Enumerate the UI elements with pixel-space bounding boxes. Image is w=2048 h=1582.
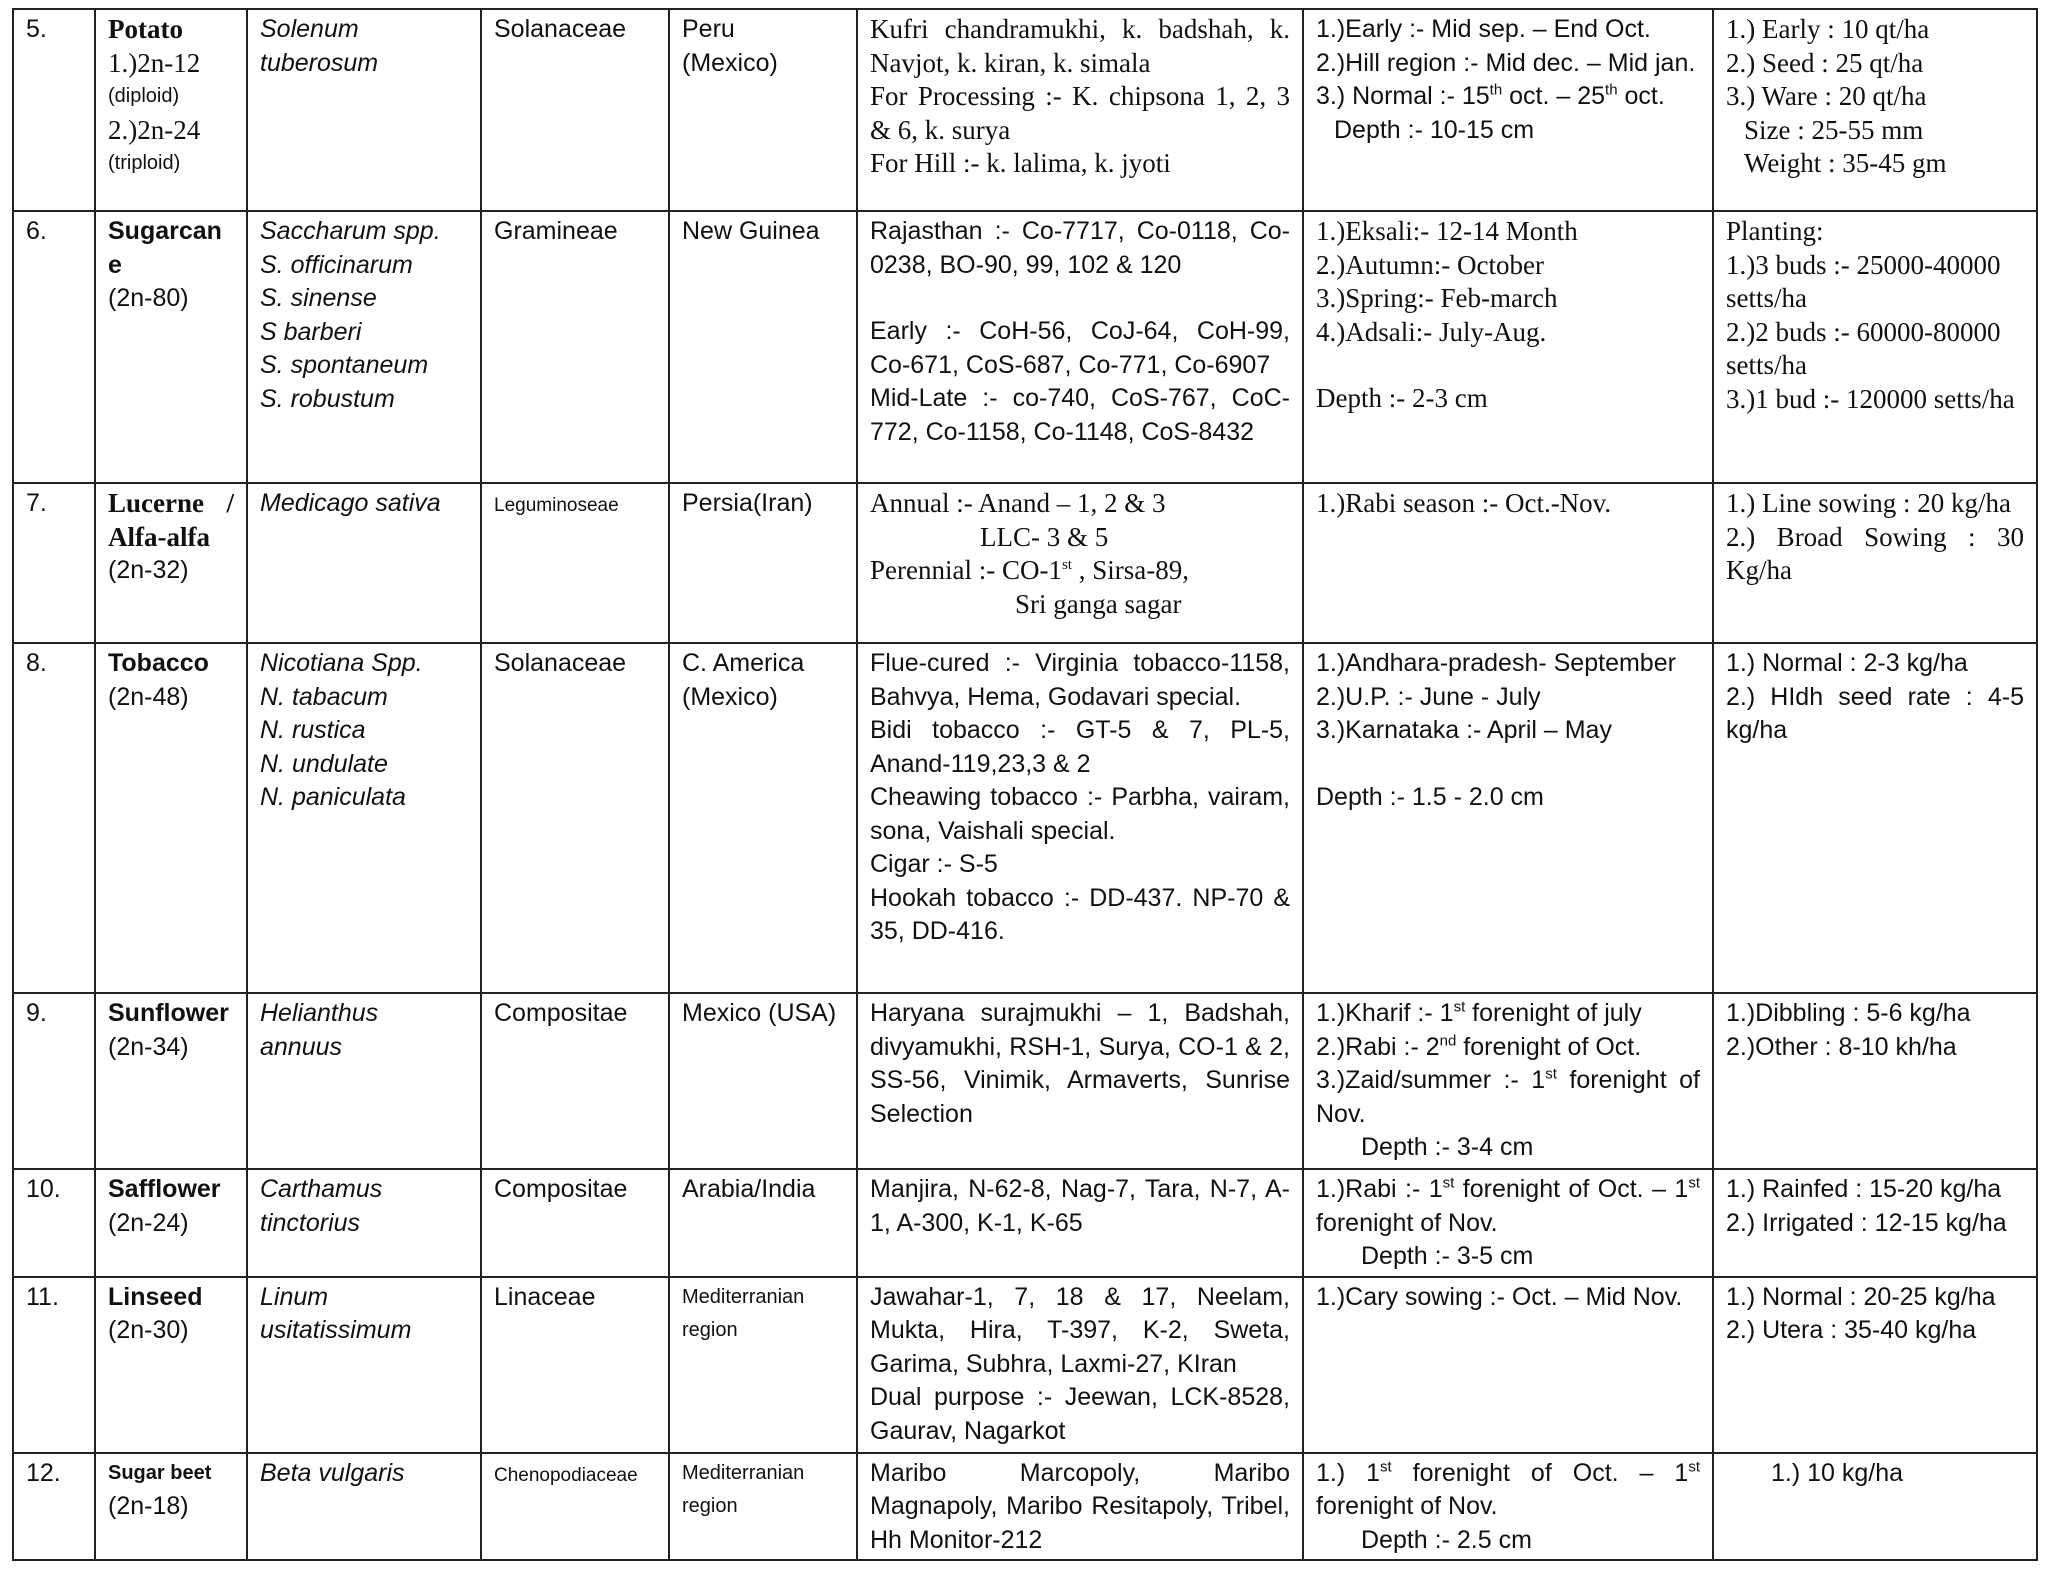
sowing-cell bbox=[1303, 9, 1713, 211]
ordinal-suffix: st bbox=[1688, 1174, 1700, 1192]
variety-text: Flue-cured :- Virginia tobacco-1158, Bahvya, Hema, Godavari special. bbox=[870, 649, 1290, 711]
family-name: Compositae bbox=[494, 1175, 628, 1203]
seed-rate-text: 1.) Rainfed : 15-20 kg/ha bbox=[1726, 1175, 2002, 1203]
variety-text: LLC- 3 & 5 bbox=[980, 521, 1109, 552]
row-number-text: 9. bbox=[26, 999, 47, 1027]
origin-text: New Guinea bbox=[682, 217, 820, 245]
family-name: Chenopodiaceae bbox=[494, 1464, 638, 1486]
seed-rate-cell bbox=[1713, 1277, 2037, 1453]
variety-part: Perennial :- CO-1 bbox=[870, 555, 1062, 585]
variety-text: Sri ganga sagar bbox=[1015, 588, 1182, 619]
spacer bbox=[1316, 349, 1700, 382]
ordinal-suffix: st bbox=[1061, 557, 1072, 573]
depth-text: Depth :- 2-3 cm bbox=[1316, 383, 1488, 413]
sowing-text: 4.)Adsali:- July-Aug. bbox=[1316, 316, 1547, 347]
scientific-name: Solenum bbox=[260, 15, 359, 43]
variety-text: For Hill :- k. lalima, k. jyoti bbox=[870, 148, 1171, 178]
row-number-text: 12. bbox=[26, 1458, 61, 1487]
sowing-part: forenight of Oct. – 1 bbox=[1391, 1458, 1689, 1487]
crop-name: Safflower bbox=[108, 1175, 221, 1203]
variety-text: Cigar :- S-5 bbox=[870, 850, 998, 878]
seed-rate-cell bbox=[1713, 1453, 2037, 1561]
varieties-cell bbox=[857, 211, 1303, 483]
scientific-name: S barberi bbox=[260, 317, 362, 346]
origin-text: Arabia/India bbox=[682, 1175, 816, 1203]
sowing-part: 1.) 1 bbox=[1316, 1458, 1381, 1487]
spacer bbox=[1316, 748, 1700, 781]
seed-rate-text: 2.) Irrigated : 12-15 kg/ha bbox=[1726, 1208, 2007, 1237]
sowing-part: forenight of Nov. bbox=[1316, 1492, 1498, 1520]
chromosome-number: 1.)2n-12 bbox=[108, 47, 201, 78]
seed-rate-cell bbox=[1713, 483, 2037, 643]
family-cell bbox=[481, 1277, 669, 1453]
sowing-text: 2.)U.P. :- June - July bbox=[1316, 682, 1541, 711]
chromosome-number: (2n-24) bbox=[108, 1208, 189, 1237]
ploidy-label: (triploid) bbox=[108, 152, 181, 174]
origin-text: region bbox=[682, 1319, 738, 1341]
sowing-text: 1.)Andhara-pradesh- September bbox=[1316, 649, 1676, 677]
seed-rate-text: 1.) Line sowing : 20 kg/ha bbox=[1726, 488, 2011, 518]
seed-rate-text: Weight : 35-45 gm bbox=[1744, 148, 1947, 178]
family-name: Linaceae bbox=[494, 1282, 596, 1311]
scientific-name: annuus bbox=[260, 1032, 343, 1061]
chromosome-number: (2n-80) bbox=[108, 284, 189, 312]
varieties-cell bbox=[857, 993, 1303, 1169]
crop-cell bbox=[95, 1277, 247, 1453]
sowing-text: 2.)Autumn:- October bbox=[1316, 249, 1544, 280]
family-name: Leguminoseae bbox=[494, 495, 619, 516]
variety-text bbox=[870, 554, 1290, 588]
seed-rate-text: 2.) Seed : 25 qt/ha bbox=[1726, 47, 1924, 78]
scientific-name: S. officinarum bbox=[260, 250, 413, 279]
origin-text: Peru bbox=[682, 15, 735, 43]
chromosome-number: (2n-32) bbox=[108, 556, 189, 584]
sowing-part: oct. – 25 bbox=[1502, 82, 1606, 110]
variety-text: Cheawing tobacco :- Parbha, vairam, sona, Vaishali special. bbox=[870, 783, 1290, 845]
crop-cell bbox=[95, 9, 247, 211]
spacer bbox=[870, 282, 1290, 315]
crop-name: Sugar beet bbox=[108, 1461, 212, 1484]
seed-rate-text: Planting: bbox=[1726, 216, 1824, 246]
row-number bbox=[13, 483, 95, 643]
seed-rate-text: 2.)2 buds :- 60000-80000 setts/ha bbox=[1726, 316, 2001, 380]
crop-name: Tobacco bbox=[108, 649, 209, 677]
sowing-part: oct. bbox=[1617, 82, 1665, 110]
ordinal-suffix: st bbox=[1545, 1065, 1557, 1083]
table-row bbox=[13, 9, 2037, 211]
table-row bbox=[13, 1169, 2037, 1277]
scientific-name-cell bbox=[247, 993, 481, 1169]
depth-text: Depth :- 1.5 - 2.0 cm bbox=[1316, 782, 1544, 811]
origin-text: Mediterranian bbox=[682, 1285, 805, 1308]
table-row bbox=[13, 483, 2037, 643]
row-number bbox=[13, 643, 95, 993]
crop-cell bbox=[95, 643, 247, 993]
ordinal-suffix: th bbox=[1489, 81, 1503, 99]
row-number-text: 11. bbox=[26, 1282, 59, 1311]
family-name: Solanaceae bbox=[494, 15, 627, 43]
row-number bbox=[13, 1453, 95, 1561]
row-number-text: 6. bbox=[26, 217, 47, 245]
sowing-part: forenight of Nov. bbox=[1316, 1208, 1498, 1237]
origin-text: C. America bbox=[682, 649, 805, 677]
row-number bbox=[13, 1169, 95, 1277]
varieties-cell bbox=[857, 9, 1303, 211]
seed-rate-text: 2.) Broad Sowing : 30 Kg/ha bbox=[1726, 521, 2024, 585]
origin-text: region bbox=[682, 1495, 738, 1517]
scientific-name: tuberosum bbox=[260, 48, 379, 77]
crop-table bbox=[12, 8, 2038, 1561]
sowing-cell bbox=[1303, 643, 1713, 993]
variety-text: Bidi tobacco :- GT-5 & 7, PL-5, Anand-119,23,3 & 2 bbox=[870, 716, 1290, 778]
origin-cell bbox=[669, 1169, 857, 1277]
scientific-name-cell bbox=[247, 483, 481, 643]
variety-text: Rajasthan :- Co-7717, Co-0118, Co-0238, BO-90, 99, 102 & 120 bbox=[870, 217, 1290, 279]
seed-rate-text: 3.)1 bud :- 120000 setts/ha bbox=[1726, 383, 2015, 414]
chromosome-number: (2n-30) bbox=[108, 1316, 189, 1344]
row-number-text: 8. bbox=[26, 649, 47, 677]
origin-cell bbox=[669, 9, 857, 211]
origin-text: Persia(Iran) bbox=[682, 489, 813, 517]
scientific-name: usitatissimum bbox=[260, 1316, 412, 1344]
varieties-cell bbox=[857, 643, 1303, 993]
row-number-text: 10. bbox=[26, 1175, 61, 1203]
chromosome-number: (2n-18) bbox=[108, 1492, 189, 1520]
sowing-part: forenight of Oct. – 1 bbox=[1454, 1175, 1689, 1203]
scientific-name: S. spontaneum bbox=[260, 351, 429, 379]
seed-rate-text: 1.)Dibbling : 5-6 kg/ha bbox=[1726, 999, 1971, 1027]
variety-text: Haryana surajmukhi – 1, Badshah, divyamukhi, RSH-1, Surya, CO-1 & 2, SS-56, Vinimik, Armaverts, Sunrise Selection bbox=[870, 999, 1290, 1128]
scientific-name: Linum bbox=[260, 1282, 329, 1311]
sowing-part: 2.)Rabi :- 2 bbox=[1316, 1032, 1440, 1061]
origin-text: Mexico (USA) bbox=[682, 999, 837, 1027]
varieties-cell bbox=[857, 1277, 1303, 1453]
seed-rate-text: 2.) Utera : 35-40 kg/ha bbox=[1726, 1316, 1977, 1344]
family-cell bbox=[481, 9, 669, 211]
ordinal-suffix: th bbox=[1605, 81, 1618, 99]
row-number bbox=[13, 1277, 95, 1453]
origin-cell bbox=[669, 993, 857, 1169]
crop-name: Lucerne / Alfa-alfa bbox=[108, 488, 234, 552]
variety-text: Dual purpose :- Jeewan, LCK-8528, Gaurav, Nagarkot bbox=[870, 1383, 1290, 1445]
family-cell bbox=[481, 483, 669, 643]
crop-cell bbox=[95, 211, 247, 483]
seed-rate-cell bbox=[1713, 9, 2037, 211]
crop-cell bbox=[95, 993, 247, 1169]
row-number bbox=[13, 211, 95, 483]
sowing-cell bbox=[1303, 1453, 1713, 1561]
ordinal-suffix: st bbox=[1688, 1458, 1700, 1476]
table-row bbox=[13, 1453, 2037, 1561]
seed-rate-cell bbox=[1713, 993, 2037, 1169]
row-number bbox=[13, 993, 95, 1169]
sowing-cell bbox=[1303, 1169, 1713, 1277]
seed-rate-text: 1.) 10 kg/ha bbox=[1771, 1458, 1904, 1487]
sowing-text bbox=[1316, 1064, 1700, 1131]
crop-cell bbox=[95, 1169, 247, 1277]
scientific-name: S. robustum bbox=[260, 384, 395, 413]
variety-text: Jawahar-1, 7, 18 & 17, Neelam, Mukta, Hira, T-397, K-2, Sweta, Garima, Subhra, Laxmi-27, KIran bbox=[870, 1282, 1290, 1378]
depth-text: Depth :- 3-4 cm bbox=[1361, 1133, 1534, 1161]
sowing-part: forenight of Nov. bbox=[1316, 1066, 1700, 1128]
variety-text: Kufri chandramukhi, k. badshah, k. Navjot, k. kiran, k. simala bbox=[870, 14, 1290, 78]
sowing-part: forenight of july bbox=[1465, 999, 1642, 1027]
seed-rate-text: 1.) Normal : 20-25 kg/ha bbox=[1726, 1282, 1996, 1311]
ordinal-suffix: st bbox=[1380, 1458, 1392, 1476]
sowing-text bbox=[1316, 1173, 1700, 1240]
crop-cell bbox=[95, 483, 247, 643]
seed-rate-cell bbox=[1713, 643, 2037, 993]
sowing-cell bbox=[1303, 1277, 1713, 1453]
row-number bbox=[13, 9, 95, 211]
crop-cell bbox=[95, 1453, 247, 1561]
family-name: Solanaceae bbox=[494, 649, 627, 677]
sowing-cell bbox=[1303, 211, 1713, 483]
seed-rate-text: Size : 25-55 mm bbox=[1744, 114, 1924, 145]
sowing-part: forenight of Oct. bbox=[1456, 1032, 1642, 1061]
chromosome-number: (2n-34) bbox=[108, 1032, 189, 1061]
family-cell bbox=[481, 643, 669, 993]
sowing-text bbox=[1316, 1031, 1700, 1065]
family-cell bbox=[481, 1453, 669, 1561]
varieties-cell bbox=[857, 1169, 1303, 1277]
scientific-name-cell bbox=[247, 1277, 481, 1453]
variety-text: For Processing :- K. chipsona 1, 2, 3 & 6, k. surya bbox=[870, 81, 1290, 145]
variety-text: Maribo Marcopoly, Maribo Magnapoly, Maribo Resitapoly, Tribel, Hh Monitor-212 bbox=[870, 1458, 1290, 1554]
scientific-name: Helianthus bbox=[260, 999, 379, 1027]
scientific-name: Saccharum spp. bbox=[260, 217, 441, 245]
crop-name: Potato bbox=[108, 14, 183, 44]
varieties-cell bbox=[857, 483, 1303, 643]
depth-text: Depth :- 2.5 cm bbox=[1361, 1525, 1532, 1554]
sowing-text: 1.)Rabi season :- Oct.-Nov. bbox=[1316, 488, 1612, 518]
variety-text: Hookah tobacco :- DD-437. NP-70 & 35, DD-416. bbox=[870, 883, 1290, 945]
family-name: Compositae bbox=[494, 999, 628, 1027]
origin-cell bbox=[669, 211, 857, 483]
table-row bbox=[13, 1277, 2037, 1453]
origin-text: (Mexico) bbox=[682, 682, 778, 711]
sowing-part: 3.)Zaid/summer :- 1 bbox=[1316, 1066, 1546, 1094]
crop-name: Sunflower bbox=[108, 999, 229, 1027]
scientific-name: Beta vulgaris bbox=[260, 1458, 405, 1487]
scientific-name: Carthamus bbox=[260, 1175, 383, 1203]
depth-text: Depth :- 3-5 cm bbox=[1361, 1242, 1534, 1270]
row-number-text: 5. bbox=[26, 15, 47, 43]
row-number-text: 7. bbox=[26, 489, 47, 517]
family-name: Gramineae bbox=[494, 217, 618, 245]
scientific-name: N. rustica bbox=[260, 716, 366, 744]
family-cell bbox=[481, 211, 669, 483]
sowing-text: 1.)Eksali:- 12-14 Month bbox=[1316, 216, 1578, 246]
sowing-text: 3.)Karnataka :- April – May bbox=[1316, 716, 1612, 744]
crop-name: Linseed bbox=[108, 1282, 203, 1311]
varieties-cell bbox=[857, 1453, 1303, 1561]
ploidy-label: (diploid) bbox=[108, 85, 180, 107]
scientific-name-cell bbox=[247, 1453, 481, 1561]
seed-rate-text: 1.)3 buds :- 25000-40000 setts/ha bbox=[1726, 249, 2001, 313]
sowing-text: 2.)Hill region :- Mid dec. – Mid jan. bbox=[1316, 48, 1696, 77]
seed-rate-text: 2.) HIdh seed rate : 4-5 kg/ha bbox=[1726, 682, 2024, 744]
chromosome-number: (2n-48) bbox=[108, 682, 189, 711]
sowing-text bbox=[1316, 997, 1700, 1031]
sowing-text: 1.)Cary sowing :- Oct. – Mid Nov. bbox=[1316, 1282, 1683, 1311]
scientific-name-cell bbox=[247, 643, 481, 993]
scientific-name-cell bbox=[247, 9, 481, 211]
table-row bbox=[13, 993, 2037, 1169]
scientific-name-cell bbox=[247, 211, 481, 483]
variety-part: , Sirsa-89, bbox=[1071, 555, 1189, 585]
origin-text: (Mexico) bbox=[682, 48, 778, 77]
scientific-name: S. sinense bbox=[260, 284, 377, 312]
scientific-name: tinctorius bbox=[260, 1208, 361, 1237]
variety-text: Manjira, N-62-8, Nag-7, Tara, N-7, A-1, A-300, K-1, K-65 bbox=[870, 1175, 1290, 1237]
sowing-part: 3.) Normal :- 15 bbox=[1316, 82, 1490, 110]
ordinal-suffix: nd bbox=[1439, 1032, 1457, 1050]
sowing-part: 1.)Rabi :- 1 bbox=[1316, 1175, 1443, 1203]
origin-cell bbox=[669, 643, 857, 993]
seed-rate-text: 1.) Early : 10 qt/ha bbox=[1726, 14, 1930, 44]
seed-rate-text: 1.) Normal : 2-3 kg/ha bbox=[1726, 649, 1968, 677]
table-row bbox=[13, 211, 2037, 483]
crop-name: Sugarcane bbox=[108, 217, 222, 279]
sowing-cell bbox=[1303, 993, 1713, 1169]
variety-text: Annual :- Anand – 1, 2 & 3 bbox=[870, 488, 1166, 518]
table-row bbox=[13, 643, 2037, 993]
sowing-text: 3.)Spring:- Feb-march bbox=[1316, 283, 1558, 313]
origin-cell bbox=[669, 1277, 857, 1453]
family-cell bbox=[481, 993, 669, 1169]
chromosome-number: 2.)2n-24 bbox=[108, 114, 201, 145]
sowing-text: 1.)Early :- Mid sep. – End Oct. bbox=[1316, 15, 1651, 43]
scientific-name: Medicago sativa bbox=[260, 489, 441, 517]
origin-cell bbox=[669, 483, 857, 643]
seed-rate-cell bbox=[1713, 1169, 2037, 1277]
scientific-name: N. undulate bbox=[260, 749, 388, 778]
sowing-text bbox=[1316, 80, 1700, 114]
scientific-name: N. tabacum bbox=[260, 682, 388, 711]
origin-text: Mediterranian bbox=[682, 1461, 805, 1484]
sowing-text bbox=[1316, 1457, 1700, 1524]
ordinal-suffix: st bbox=[1442, 1174, 1455, 1192]
ordinal-suffix: st bbox=[1453, 998, 1466, 1016]
variety-text: Early :- CoH-56, CoJ-64, CoH-99, Co-671, CoS-687, Co-771, Co-6907 bbox=[870, 317, 1290, 379]
depth-text: Depth :- 10-15 cm bbox=[1334, 115, 1535, 144]
sowing-part: 1.)Kharif :- 1 bbox=[1316, 999, 1454, 1027]
crop-table-page bbox=[12, 8, 2036, 1561]
sowing-cell bbox=[1303, 483, 1713, 643]
variety-text: Mid-Late :- co-740, CoS-767, CoC-772, Co-1158, Co-1148, CoS-8432 bbox=[870, 384, 1290, 446]
family-cell bbox=[481, 1169, 669, 1277]
scientific-name-cell bbox=[247, 1169, 481, 1277]
scientific-name: N. paniculata bbox=[260, 783, 406, 811]
seed-rate-text: 2.)Other : 8-10 kh/ha bbox=[1726, 1032, 1957, 1061]
seed-rate-cell bbox=[1713, 211, 2037, 483]
seed-rate-text: 3.) Ware : 20 qt/ha bbox=[1726, 81, 1927, 111]
scientific-name: Nicotiana Spp. bbox=[260, 649, 423, 677]
origin-cell bbox=[669, 1453, 857, 1561]
